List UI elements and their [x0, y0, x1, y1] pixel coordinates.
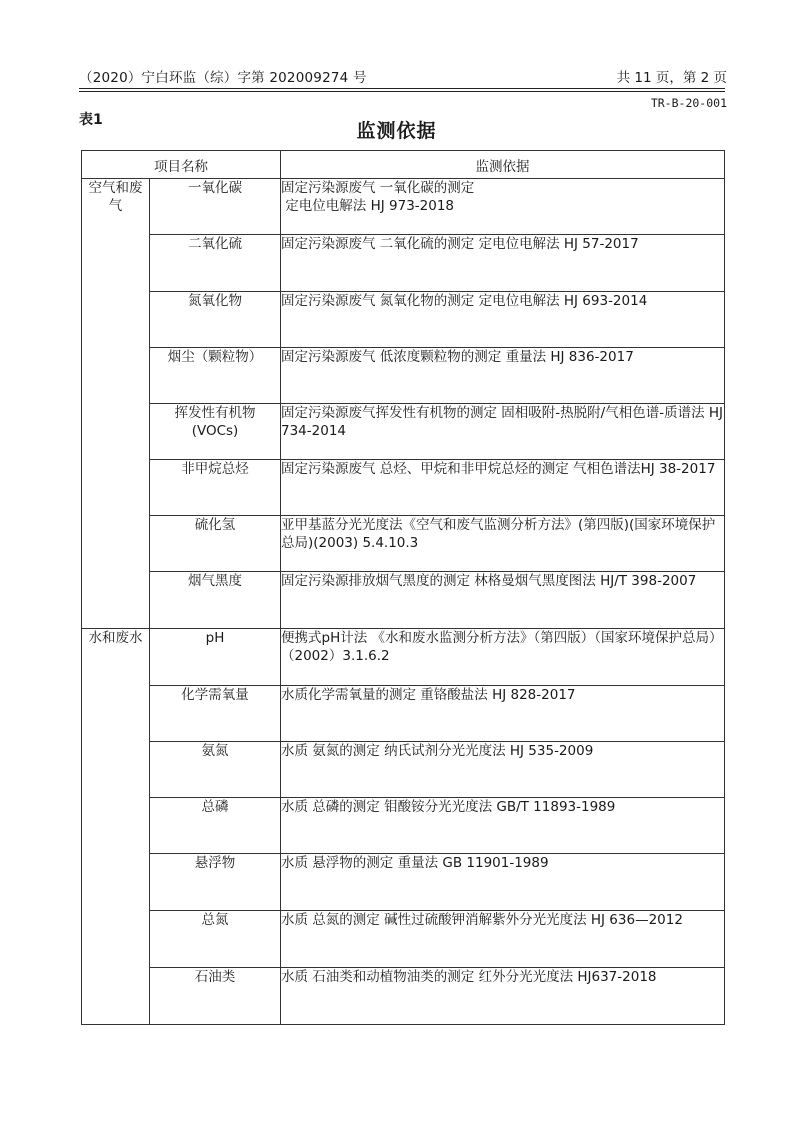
table-row — [82, 179, 725, 235]
item-name: 二氧化硫 — [150, 235, 281, 292]
table-label: 表1 — [79, 112, 103, 128]
basis-text: 便携式pH计法 《水和废水监测分析方法》（第四版）（国家环境保护总局）（2002）3.1.6.2 — [281, 629, 725, 686]
item-name — [150, 404, 281, 460]
item-name: 烟气黑度 — [150, 572, 281, 629]
basis-text: 水质 总氮的测定 碱性过硫酸钾消解紫外分光光度法 HJ 636—2012 — [281, 911, 725, 968]
item-name: 总磷 — [150, 798, 281, 854]
table-row — [82, 686, 725, 742]
item-name: 石油类 — [150, 968, 281, 1025]
table-row — [82, 572, 725, 629]
item-name: 烟尘（颗粒物） — [150, 348, 281, 404]
basis-text: 水质 氨氮的测定 纳氏试剂分光光度法 HJ 535-2009 — [281, 742, 725, 798]
item-name: 氮氧化物 — [150, 292, 281, 348]
table-row — [82, 235, 725, 292]
item-name: 总氮 — [150, 911, 281, 968]
table-row — [82, 516, 725, 572]
table-row — [82, 292, 725, 348]
column-header-basis: 监测依据 — [281, 151, 725, 179]
basis-text: 水质 悬浮物的测定 重量法 GB 11901-1989 — [281, 854, 725, 911]
item-name: 非甲烷总烃 — [150, 460, 281, 516]
category-cell — [82, 179, 150, 629]
table-row — [82, 460, 725, 516]
table-row — [82, 629, 725, 686]
table-row — [82, 854, 725, 911]
report-number: （2020）宁白环监（综）字第 202009274 号 — [79, 70, 367, 86]
basis-text: 固定污染源废气挥发性有机物的测定 固相吸附-热脱附/气相色谱-质谱法 HJ 734-2014 — [281, 404, 725, 460]
item-name: 化学需氧量 — [150, 686, 281, 742]
category-cell — [82, 629, 150, 1025]
header-rule-top — [79, 88, 725, 89]
basis-text: 固定污染源废气 总烃、甲烷和非甲烷总烃的测定 气相色谱法HJ 38-2017 — [281, 460, 725, 516]
basis-text: 固定污染源废气 二氧化硫的测定 定电位电解法 HJ 57-2017 — [281, 235, 725, 292]
page-info: 共 11 页，第 2 页 — [616, 70, 727, 86]
basis-text: 固定污染源废气 一氧化碳的测定 定电位电解法 HJ 973-2018 — [281, 179, 725, 235]
document-code: TR-B-20-001 — [650, 96, 727, 110]
item-name: 硫化氢 — [150, 516, 281, 572]
table-header-row — [82, 151, 725, 179]
table-row — [82, 742, 725, 798]
item-name: 一氧化碳 — [150, 179, 281, 235]
basis-text: 固定污染源废气 氮氧化物的测定 定电位电解法 HJ 693-2014 — [281, 292, 725, 348]
column-header-item: 项目名称 — [82, 151, 281, 179]
category-label: 空气和废气 — [88, 180, 143, 214]
page-title: 监测依据 — [356, 120, 437, 142]
table-row — [82, 348, 725, 404]
table-row — [82, 968, 725, 1025]
table-row — [82, 404, 725, 460]
monitoring-basis-table — [81, 150, 725, 1025]
basis-text: 水质化学需氧量的测定 重铬酸盐法 HJ 828-2017 — [281, 686, 725, 742]
table-row — [82, 911, 725, 968]
item-name: 悬浮物 — [150, 854, 281, 911]
item-name: pH — [150, 629, 281, 686]
basis-text: 水质 石油类和动植物油类的测定 红外分光光度法 HJ637-2018 — [281, 968, 725, 1025]
item-name: 氨氮 — [150, 742, 281, 798]
basis-text: 固定污染源排放烟气黑度的测定 林格曼烟气黑度图法 HJ/T 398-2007 — [281, 572, 725, 629]
basis-text: 亚甲基蓝分光光度法《空气和废气监测分析方法》(第四版)(国家环境保护总局)(2003) 5.4.10.3 — [281, 516, 725, 572]
category-label: 水和废水 — [88, 630, 143, 646]
table-row — [82, 798, 725, 854]
header-rule-bottom — [79, 91, 725, 92]
item-name-label: 挥发性有机物(VOCs) — [174, 405, 256, 439]
basis-text: 水质 总磷的测定 钼酸铵分光光度法 GB/T 11893-1989 — [281, 798, 725, 854]
basis-text: 固定污染源废气 低浓度颗粒物的测定 重量法 HJ 836-2017 — [281, 348, 725, 404]
